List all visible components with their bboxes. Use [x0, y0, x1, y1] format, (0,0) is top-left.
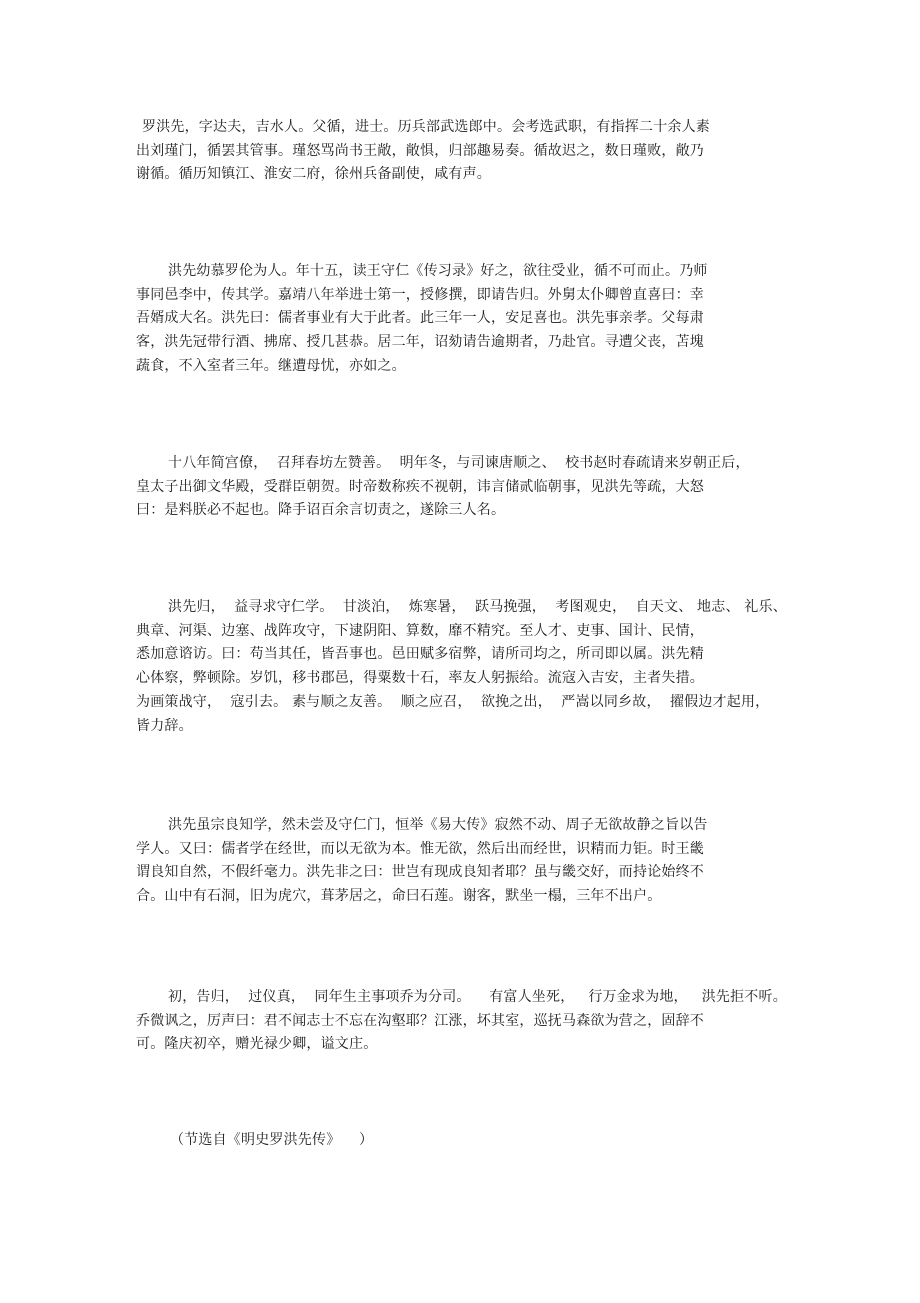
paragraph-3-line-3: 曰：是料朕必不起也。降手诏百余言切责之，遂除三人名。: [136, 502, 506, 519]
paragraph-5-line-1: 洪先虽宗良知学，然未尝及守仁门，恒举《易大传》寂然不动、周子无欲故静之旨以告: [168, 817, 708, 833]
paragraph-4-line-3: 悉加意谘访。曰：苟当其任，皆吾事也。邑田赋多宿弊，请所司均之，所司即以属。洪先精: [136, 646, 704, 663]
paragraph-1-line-1: 罗洪先，字达夫，吉水人。父循，进士。历兵部武选郎中。会考选武职，有指挥二十余人素: [142, 119, 710, 135]
paragraph-1-line-2: 出刘瑾门，循罢其管事。瑾怒骂尚书王敞，敞惧，归部趣易奏。循故迟之，数日瑾败，敞乃: [136, 142, 704, 159]
paragraph-4-line-2: 典章、河渠、边塞、战阵攻守，下逮阴阳、算数，靡不精究。至人才、吏事、国计、民情，: [136, 622, 704, 639]
paragraph-4-line-6: 皆力辞。: [136, 717, 193, 734]
source-citation: （节选自《明史罗洪先传》 ）: [170, 1132, 374, 1148]
paragraph-2-line-2: 事同邑李中，传其学。嘉靖八年举进士第一，授修撰，即请告归。外舅太仆卿曾直喜曰：幸: [136, 286, 704, 303]
paragraph-6-line-3: 可。隆庆初卒，赠光禄少卿，谥文庄。: [136, 1036, 378, 1053]
paragraph-4-line-5: 为画策战守， 寇引去。 素与顺之友善。 顺之应召， 欲挽之出， 严嵩以同乡故， 擢假边才起用，: [136, 693, 770, 710]
paragraph-2-line-3: 吾婿成大名。洪先曰：儒者事业有大于此者。此三年一人，安足喜也。洪先事亲孝。父每肃: [136, 310, 704, 327]
paragraph-5-line-3: 谓良知自然，不假纤毫力。洪先非之曰：世岂有现成良知者耶？虽与畿交好，而持论始终不: [136, 864, 704, 881]
paragraph-3-line-2: 皇太子出御文华殿，受群臣朝贺。时帝数称疾不视朝，讳言储贰临朝事，见洪先等疏，大怒: [136, 478, 704, 495]
paragraph-4-line-4: 心体察，弊顿除。岁饥，移书郡邑，得粟数十石，率友人躬振给。流寇入吉安，主者失措。: [136, 670, 704, 687]
paragraph-6-line-1: 初，告归， 过仪真， 同年生主事项乔为分司。 有富人坐死， 行万金求为地， 洪先拒不听。: [168, 989, 787, 1005]
paragraph-5-line-4: 合。山中有石洞，旧为虎穴，葺茅居之，命曰石莲。谢客，默坐一榻，三年不出户。: [136, 888, 662, 905]
paragraph-1-line-3: 谢循。循历知镇江、淮安二府，徐州兵备副使，咸有声。: [136, 166, 491, 183]
paragraph-2-line-4: 客，洪先冠带行酒、拂席、授几甚恭。居二年，诏劾请告逾期者，乃赴官。寻遭父丧，苫塊: [136, 334, 704, 351]
paragraph-3-line-1: 十八年简宫僚， 召拜春坊左赞善。 明年冬，与司谏唐顺之、 校书赵时春疏请来岁朝正后，: [168, 455, 750, 471]
paragraph-2-line-5: 蔬食，不入室者三年。继遭母忧，亦如之。: [136, 357, 406, 374]
paragraph-6-line-2: 乔微讽之，厉声曰：君不闻志士不忘在沟壑耶？江涨，坏其室，巡抚马森欲为营之，固辞不: [136, 1012, 704, 1029]
paragraph-2-line-1: 洪先幼慕罗伦为人。年十五，读王守仁《传习录》好之，欲往受业，循不可而止。乃师: [168, 263, 708, 279]
paragraph-4-line-1: 洪先归， 益寻求守仁学。 甘淡泊， 炼寒暑， 跃马挽强， 考图观史， 自天文、 地志、 礼乐、: [168, 599, 787, 615]
paragraph-5-line-2: 学人。又曰：儒者学在经世，而以无欲为本。惟无欲，然后出而经世，识精而力钜。时王畿: [136, 840, 704, 857]
